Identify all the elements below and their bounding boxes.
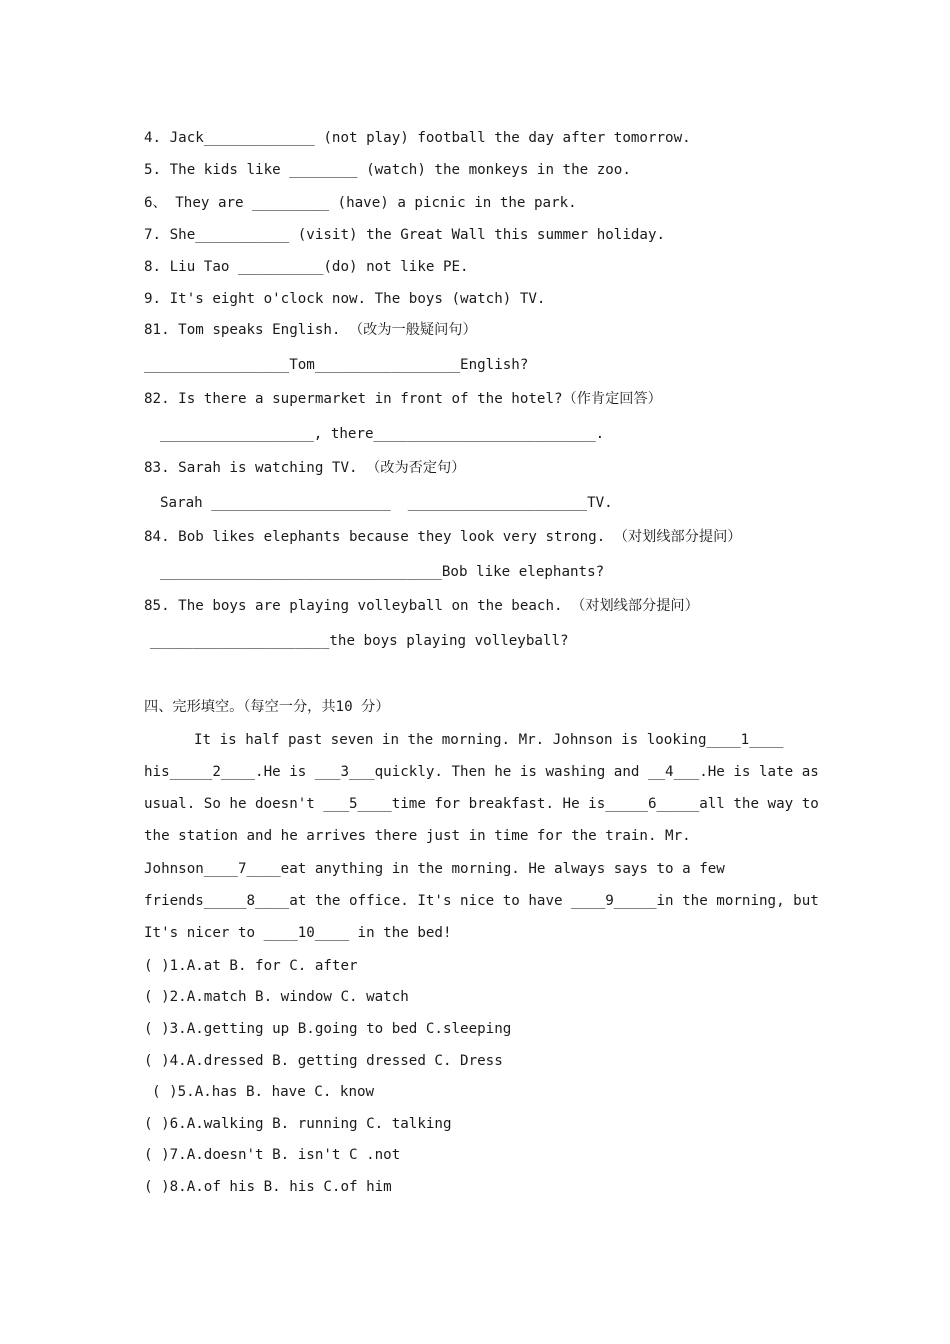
cloze-line-1: It is half past seven in the morning. Mr. Johnson is looking____1____ bbox=[194, 732, 784, 748]
question-85: 85. The boys are playing volleyball on the beach. （对划线部分提问） bbox=[144, 598, 699, 614]
exercise-item-7: 7. She___________ (visit) the Great Wall this summer holiday. bbox=[144, 227, 666, 243]
question-83: 83. Sarah is watching TV. （改为否定句） bbox=[144, 460, 466, 476]
cloze-line-2: his_____2____.He is ___3___quickly. Then he is washing and __4___.He is late as bbox=[144, 764, 819, 780]
option-line-1: ( )1.A.at B. for C. after bbox=[144, 958, 358, 974]
exercise-item-5: 5. The kids like ________ (watch) the monkeys in the zoo. bbox=[144, 162, 631, 178]
exercise-item-4: 4. Jack_____________ (not play) football the day after tomorrow. bbox=[144, 130, 691, 146]
question-83-answer: Sarah _____________________ _____________________TV. bbox=[160, 495, 613, 511]
question-84: 84. Bob likes elephants because they look very strong. （对划线部分提问） bbox=[144, 529, 742, 545]
option-line-2: ( )2.A.match B. window C. watch bbox=[144, 989, 409, 1005]
question-82-answer: __________________, there__________________________. bbox=[160, 426, 605, 442]
option-line-6: ( )6.A.walking B. running C. talking bbox=[144, 1116, 452, 1132]
question-81-answer: _________________Tom_________________English? bbox=[144, 357, 529, 373]
exercise-item-8: 8. Liu Tao __________(do) not like PE. bbox=[144, 259, 469, 275]
exercise-item-6: 6、 They are _________ (have) a picnic in the park. bbox=[144, 195, 577, 211]
question-82: 82. Is there a supermarket in front of the hotel?（作肯定回答） bbox=[144, 391, 662, 407]
option-line-8: ( )8.A.of his B. his C.of him bbox=[144, 1179, 392, 1195]
question-85-answer: _____________________the boys playing volleyball? bbox=[150, 633, 569, 649]
cloze-line-5: Johnson____7____eat anything in the morning. He always says to a few bbox=[144, 861, 725, 877]
option-line-5: ( )5.A.has B. have C. know bbox=[152, 1084, 375, 1100]
section-heading-cloze: 四、完形填空。（每空一分，共10 分） bbox=[144, 699, 390, 715]
cloze-line-6: friends_____8____at the office. It's nice to have ____9_____in the morning, but bbox=[144, 893, 819, 909]
cloze-line-7: It's nicer to ____10____ in the bed! bbox=[144, 925, 452, 941]
cloze-line-3: usual. So he doesn't ___5____time for breakfast. He is_____6_____all the way to bbox=[144, 796, 819, 812]
option-line-3: ( )3.A.getting up B.going to bed C.sleeping bbox=[144, 1021, 512, 1037]
question-84-answer: _________________________________Bob like elephants? bbox=[160, 564, 605, 580]
option-line-7: ( )7.A.doesn't B. isn't C .not bbox=[144, 1147, 401, 1163]
exercise-item-9: 9. It's eight o'clock now. The boys (watch) TV. bbox=[144, 291, 546, 307]
question-81: 81. Tom speaks English. （改为一般疑问句） bbox=[144, 322, 477, 338]
option-line-4: ( )4.A.dressed B. getting dressed C. Dress bbox=[144, 1053, 503, 1069]
cloze-line-4: the station and he arrives there just in time for the train. Mr. bbox=[144, 828, 691, 844]
